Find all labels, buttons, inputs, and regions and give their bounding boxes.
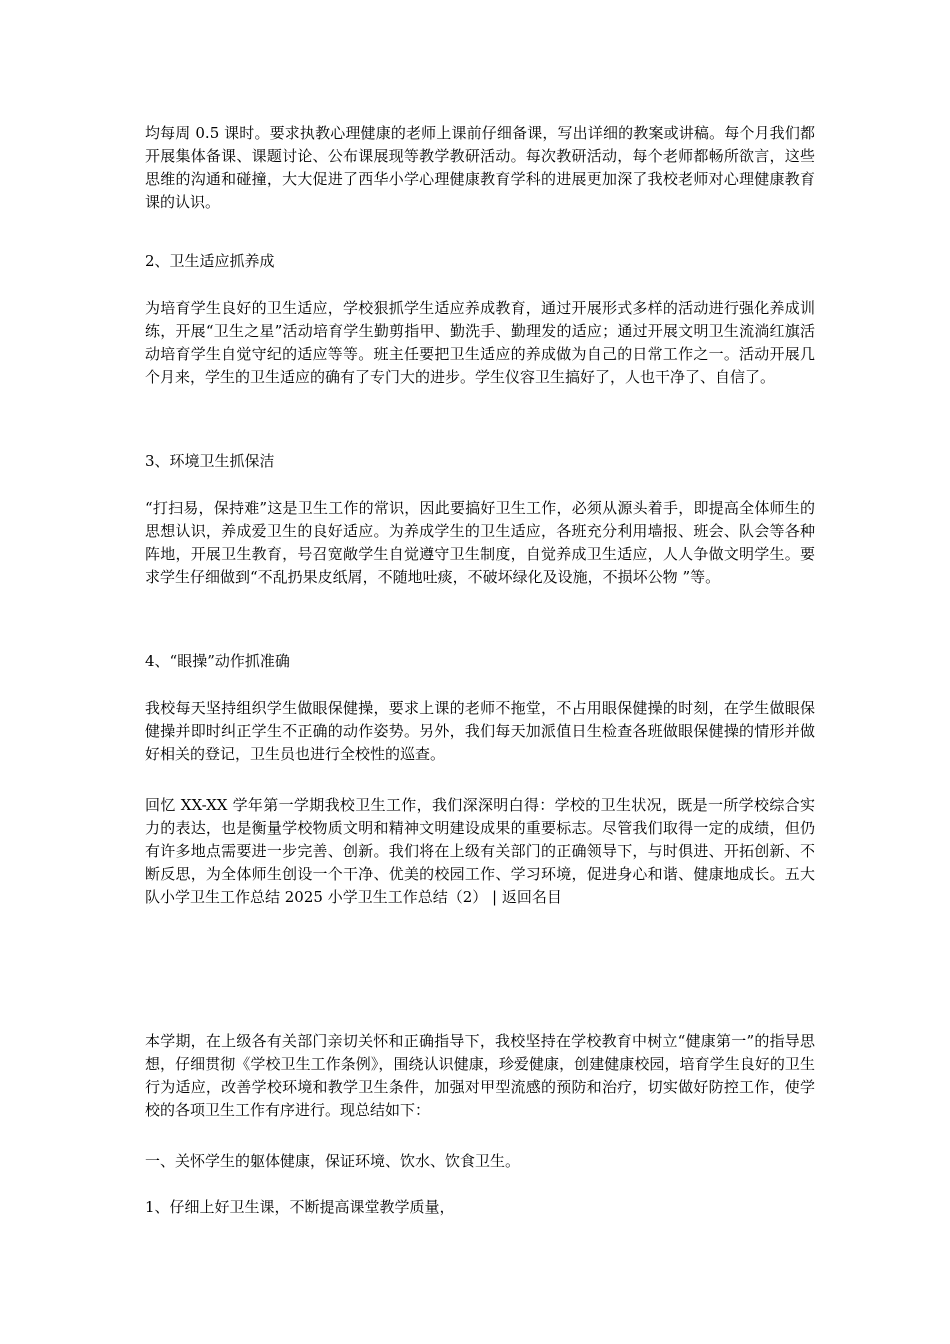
heading-health-class: 1、仔细上好卫生课，不断提高课堂教学质量， [145, 1198, 455, 1216]
paragraph-review: 回忆 XX-XX 学年第一学期我校卫生工作，我们深深明白得：学校的卫生状况，既是一所学校综合实力的表达，也是衡量学校物质文明和精神文明建设成果的重要标志。尽管我们取得一定的成绩，但仍有许多地点需要进一步完善、创新。我们将在上级有关部门的正确领导下，与时俱进、开拓创新、不断反思，为全体师生创设一个干净、优美的校园工作、学习环境，促进身心和谐、健康地成长。五大队小学卫生工作总结 2025 小学卫生工作总结（2） | 返回名目 [145, 796, 815, 906]
paragraph-eye-exercises: 我校每天坚持组织学生做眼保健操，要求上课的老师不拖堂，不占用眼保健操的时刻，在学生做眼保健操并即时纠正学生不正确的动作姿势。另外，我们每天加派值日生检查各班做眼保健操的情形并做好相关的登记，卫生员也进行全校性的巡查。 [145, 699, 815, 763]
paragraph-hygiene-habits: 为培育学生良好的卫生适应，学校狠抓学生适应养成教育，通过开展形式多样的活动进行强化养成训练，开展“卫生之星”活动培育学生勤剪指甲、勤洗手、勤理发的适应；通过开展文明卫生流淌红旗活动培育学生自觉守纪的适应等等。班主任要把卫生适应的养成做为自己的日常工作之一。活动开展几个月来，学生的卫生适应的确有了专门大的进步。学生仪容卫生搞好了，人也干净了、自信了。 [145, 299, 815, 386]
heading-section-one: 一、关怀学生的躯体健康，保证环境、饮水、饮食卫生。 [145, 1152, 521, 1170]
paragraph-environment-cleaning: “打扫易，保持难”这是卫生工作的常识，因此要搞好卫生工作，必须从源头着手，即提高全体师生的思想认识，养成爱卫生的良好适应。为养成学生的卫生适应，各班充分利用墙报、班会、队会等各种阵地，开展卫生教育，号召宽敞学生自觉遵守卫生制度，自觉养成卫生适应，人人争做文明学生。要求学生仔细做到“不乱扔果皮纸屑，不随地吐痰，不破坏绿化及设施，不损坏公物 ”等。 [145, 499, 815, 586]
heading-environment-cleaning: 3、环境卫生抓保洁 [145, 452, 275, 470]
heading-eye-exercises: 4、“眼操”动作抓准确 [145, 652, 290, 670]
heading-hygiene-habits: 2、卫生适应抓养成 [145, 252, 275, 270]
paragraph-semester-summary: 本学期，在上级各有关部门亲切关怀和正确指导下，我校坚持在学校教育中树立“健康第一”的指导思想，仔细贯彻《学校卫生工作条例》，围绕认识健康，珍爱健康，创建健康校园，培育学生良好的卫生行为适应，改善学校环境和教学卫生条件，加强对甲型流感的预防和治疗，切实做好防控工作，使学校的各项卫生工作有序进行。现总结如下： [145, 1032, 815, 1119]
paragraph-intro: 均每周 0.5 课时。要求执教心理健康的老师上课前仔细备课，写出详细的教案或讲稿。每个月我们都开展集体备课、课题讨论、公布课展现等教学教研活动。每次教研活动，每个老师都畅所欲言，这些思维的沟通和碰撞，大大促进了西华小学心理健康教育学科的进展更加深了我校老师对心理健康教育课的认识。 [145, 124, 815, 211]
